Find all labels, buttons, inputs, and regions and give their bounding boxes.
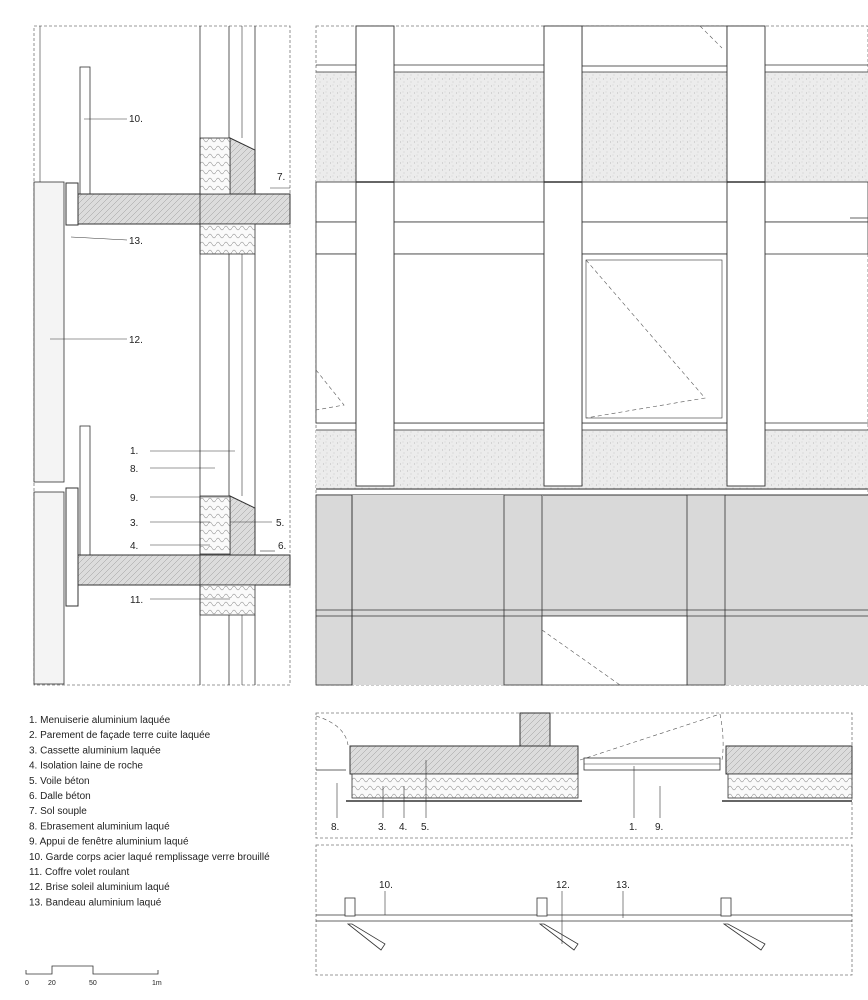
legend-item: 9. Appui de fenêtre aluminium laqué [29, 836, 189, 848]
section-label-10: 10. [129, 114, 143, 125]
elevation-fin-2 [544, 26, 582, 486]
section-label-4: 4. [130, 541, 139, 552]
legend-item: 5. Voile béton [29, 775, 90, 787]
brise-soleil-panel [34, 182, 64, 482]
plan-label-4: 4. [399, 822, 408, 833]
legend-item: 12. Brise soleil aluminium laqué [29, 882, 170, 894]
section-label-5: 5. [276, 518, 285, 529]
legend-item: 2. Parement de façade terre cuite laquée [29, 730, 211, 742]
section-label-3: 3. [130, 518, 139, 529]
elevation [316, 26, 868, 685]
section-label-13: 13. [129, 236, 143, 247]
guardrail-plan [316, 845, 852, 975]
plan-label-3: 3. [378, 822, 387, 833]
wall-upper [230, 138, 255, 194]
plan-label-1: 1. [629, 822, 638, 833]
legend-item: 6. Dalle béton [29, 791, 91, 802]
legend-item: 13. Bandeau aluminium laqué [29, 897, 162, 909]
bottom-label-10: 10. [379, 880, 393, 891]
section-label-12: 12. [129, 335, 143, 346]
plan-label-5: 5. [421, 822, 430, 833]
legend-item: 11. Coffre volet roulant [29, 867, 130, 878]
plan-detail [316, 713, 852, 838]
guardrail-upper [80, 67, 90, 194]
legend-item: 7. Sol souple [29, 806, 87, 818]
brise-soleil-lower [34, 492, 64, 684]
scale-tick-50: 50 [89, 980, 97, 987]
section-label-7: 7. [277, 172, 286, 183]
scale-tick-0: 0 [25, 980, 29, 987]
wall-lower [230, 496, 255, 555]
legend-item: 1. Menuiserie aluminium laquée [29, 715, 171, 726]
legend-item: 4. Isolation laine de roche [29, 760, 143, 772]
bottom-label-12: 12. [556, 880, 570, 891]
scale-tick-1m: 1m [152, 980, 162, 987]
section-label-9: 9. [130, 493, 139, 504]
plan-label-9: 9. [655, 822, 664, 833]
section-label-8: 8. [130, 464, 139, 475]
slab-lower [78, 555, 290, 585]
section-label-6: 6. [278, 541, 287, 552]
slab-upper [78, 194, 290, 224]
legend-item: 8. Ebrasement aluminium laqué [29, 821, 170, 833]
elevation-fin-3 [727, 26, 765, 486]
guardrail-plan-frame [316, 845, 852, 975]
scale-bar [25, 966, 162, 987]
legend [29, 715, 270, 908]
plan-label-8: 8. [331, 822, 340, 833]
section-detail [34, 26, 290, 685]
guardrail-lower [80, 426, 90, 556]
bottom-label-13: 13. [616, 880, 630, 891]
legend-item: 10. Garde corps acier laqué remplissage verre brouillé [29, 851, 270, 863]
section-label-11: 11. [130, 595, 144, 606]
section-label-1: 1. [130, 446, 139, 457]
elevation-fin-1 [356, 26, 394, 486]
legend-item: 3. Cassette aluminium laquée [29, 745, 161, 757]
scale-tick-20: 20 [48, 980, 56, 987]
